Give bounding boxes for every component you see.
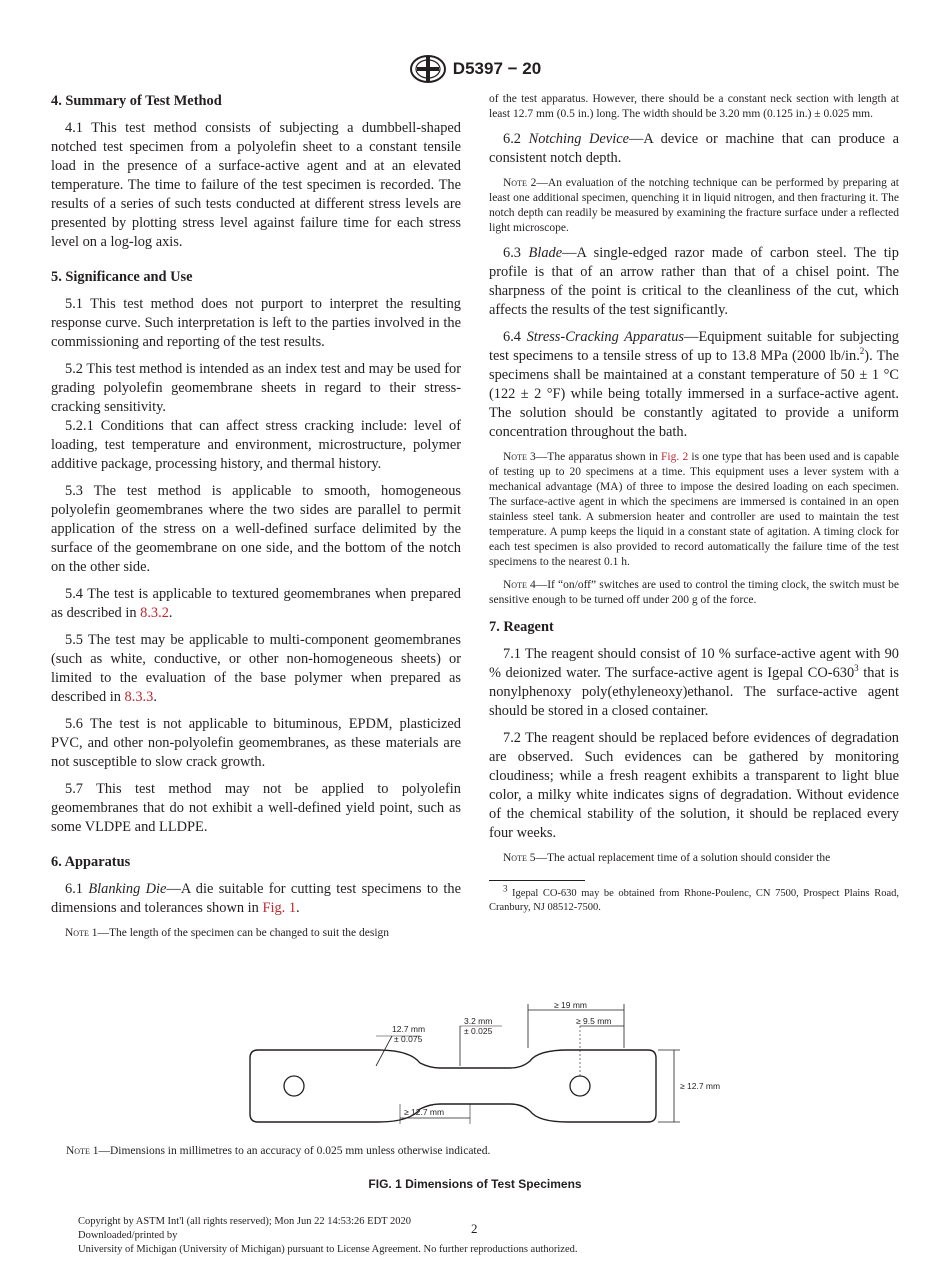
note-5: Note 5—The actual replacement time of a solution should consider the: [503, 852, 831, 864]
section-4-heading: 4. Summary of Test Method: [51, 93, 222, 109]
page-header: [0, 54, 950, 89]
paragraph-6-4: 6.4 Stress-Cracking Apparatus—Equipment suitable for subjecting test specimens to a tensile stress of up to 13.8 MPa (2000 lb/in.$^2$). The specimens shall be maintained at a constant temperature of 50 ± 1 °C (122 ± 2 °F) while being totally immersed in a surface-active agent. The solution should be constantly agitated to provide a uniform concentration throughout the bath.: [489, 329, 899, 440]
paragraph-5-2-1: 5.2.1 Conditions that can affect stress cracking include: level of loading, test temperature and environment, microstructure, polymer additive package, processing history, and thermal history.: [51, 418, 461, 472]
paragraph-4-1: 4.1 This test method consists of subjecting a dumbbell-shaped notched test specimen from a polyolefin sheet to a constant tensile load in the presence of a surface-active agent and at an elevated temperature. The time to failure of the test specimen is recorded. The results of a series of such tests conducted at different stress levels are presented by plotting stress level against failure time for each stress level on a log-log axis.: [51, 120, 461, 250]
dim-12-7-width-label: ≥ 12.7 mm: [680, 1081, 720, 1091]
footer-line-3: University of Michigan (University of Michigan) pursuant to License Agreement. No further reproductions authorized.: [78, 1244, 578, 1255]
dim-12-7-neck-label: ≥ 12.7 mm: [404, 1107, 445, 1117]
paragraph-5-5: 5.5 The test may be applicable to multi-component geomembranes (such as white, conductive, or other non-homogeneous sheets) or limited to the evaluation of the base polymer when prepared as described in 8.3.3.: [51, 632, 461, 705]
footer-line-2: Downloaded/printed by: [78, 1230, 178, 1241]
fig-2-link[interactable]: Fig. 2: [661, 451, 689, 463]
left-hole: [284, 1076, 304, 1096]
paragraph-7-1: 7.1 The reagent should consist of 10 % surface-active agent with 90 % deionized water. The surface-active agent is Igepal $CO-630^3$ that is nonylphenoxy poly(ethyleneoxy)ethanol. The surface-active agent should be stored in a closed container.: [489, 646, 899, 719]
paragraph-5-4: 5.4 The test is applicable to textured geomembranes when prepared as described in 8.3.2.: [51, 586, 461, 621]
paragraph-5-1: 5.1 This test method does not purport to interpret the resulting response curve. Such interpretation is left to the parties involved in the commissioning and reporting of the test results.: [51, 296, 461, 350]
specimen-figure: [240, 998, 720, 1128]
paragraph-6-1: 6.1 Blanking Die—A die suitable for cutting test specimens to the dimensions and tolerances shown in Fig. 1.: [51, 881, 461, 916]
copyright-footer: [78, 1215, 878, 1257]
paragraph-7-2: 7.2 The reagent should be replaced before evidences of degradation are observed. Such evidences can be gathered by monitoring cloudiness; while a fresh reagent exhibits a transparent to light blue color, a milky white indicates signs of degradation. Without evidence of the chemical stability of the solution, it should be replaced every four weeks.: [489, 730, 899, 841]
footnote-rule: [489, 880, 585, 881]
astm-logo-icon: [409, 54, 447, 84]
footnote-3: $^3$ Igepal CO-630 may be obtained from Rhone-Poulenc, CN 7500, Prospect Plains Road, Cranbury, NJ 08512-7500.: [489, 883, 899, 913]
section-6-heading: 6. Apparatus: [51, 854, 131, 870]
specimen-outline: [250, 1050, 656, 1122]
dim-3-2-tol: ± 0.025: [464, 1026, 493, 1036]
note-1: Note 1—The length of the specimen can be changed to suit the design: [65, 927, 390, 939]
section-8-3-3-link[interactable]: 8.3.3: [124, 689, 154, 705]
figure-note-1: Note 1—Dimensions in millimetres to an accuracy of 0.025 mm unless otherwise indicated.: [66, 1145, 491, 1157]
note-4: Note 4—If “on/off” switches are used to control the timing clock, the switch must be sensitive enough to be turned off under 200 g of the force.: [489, 579, 899, 606]
dim-9-5-label: ≥ 9.5 mm: [576, 1016, 612, 1026]
footer-line-1: Copyright by ASTM Int'l (all rights reserved); Mon Jun 22 14:53:26 EDT 2020: [78, 1216, 412, 1227]
paragraph-5-6: 5.6 The test is not applicable to bituminous, EPDM, plasticized PVC, and other non-polyolefin geomembranes, as these materials are not susceptible to slow crack growth.: [51, 716, 461, 770]
right-column: [489, 92, 899, 923]
fig-1-link[interactable]: Fig. 1: [262, 900, 297, 916]
figure-caption: FIG. 1 Dimensions of Test Specimens: [368, 1177, 582, 1191]
dim-3-2-label: 3.2 mm: [464, 1016, 493, 1026]
note-2: Note 2—An evaluation of the notching technique can be performed by preparing at least one additional specimen, quenching it in liquid nitrogen, and then fracturing it. The notch depth can readily be measured by examining the fracture surface under a reflected light microscope.: [489, 177, 899, 234]
note-3: Note 3—The apparatus shown in Fig. 2 is one type that has been used and is capable of testing up to 20 specimens at a time. This equipment uses a lever system with a mechanical advantage (MA) of three to impose the desired loading on each specimen. The surface-active agent in which the specimens are immersed is contained in an open stainless steel tank. A submersion heater and controller are used to maintain the test temperature. A pump keeps the liquid in a constant state of agitation. A timing clock for each test specimen is also provided to record automatically the failure time of the test specimens to the nearest 0.1 h.: [489, 451, 900, 568]
dim-12-7-radius-tol: ± 0.075: [394, 1034, 423, 1044]
section-5-heading: 5. Significance and Use: [51, 269, 193, 285]
left-column: [51, 92, 461, 949]
paragraph-5-2: 5.2 This test method is intended as an index test and may be used for grading polyolefin geomembrane sheets in regard to their stress-cracking sensitivity.: [51, 361, 461, 415]
note-1-continued: of the test apparatus. However, there should be a constant neck section with length at least 12.7 mm (0.5 in.) long. The width should be 3.20 mm (0.125 in.) ± 0.025 mm.: [489, 93, 899, 120]
paragraph-6-2: 6.2 Notching Device—A device or machine that can produce a consistent notch depth.: [489, 131, 899, 166]
section-7-heading: 7. Reagent: [489, 619, 554, 635]
paragraph-5-3: 5.3 The test method is applicable to smooth, homogeneous polyolefin geomembranes where the two sides are parallel to permit application of the stress on a well-defined surface delimited by the surface of the geomembrane on one side, and the bottom of the notch on the other side.: [51, 483, 461, 575]
dim-12-7-radius-label: 12.7 mm: [392, 1024, 426, 1034]
dim-19-label: ≥ 19 mm: [554, 1000, 588, 1010]
right-hole: [570, 1076, 590, 1096]
page-number: 2: [471, 1221, 478, 1236]
paragraph-6-3: 6.3 Blade—A single-edged razor made of carbon steel. The tip profile is that of an arrow rather than that of a chisel point. The sharpness of the point is critical to the cleanliness of the cut, which affects the results of the test significantly.: [489, 245, 899, 318]
document-designation: D5397 − 20: [452, 59, 542, 78]
section-8-3-2-link[interactable]: 8.3.2: [140, 605, 169, 621]
paragraph-5-7: 5.7 This test method may not be applied to polyolefin geomembranes that do not exhibit a well-defined yield point, such as some VLDPE and LLDPE.: [51, 781, 461, 835]
